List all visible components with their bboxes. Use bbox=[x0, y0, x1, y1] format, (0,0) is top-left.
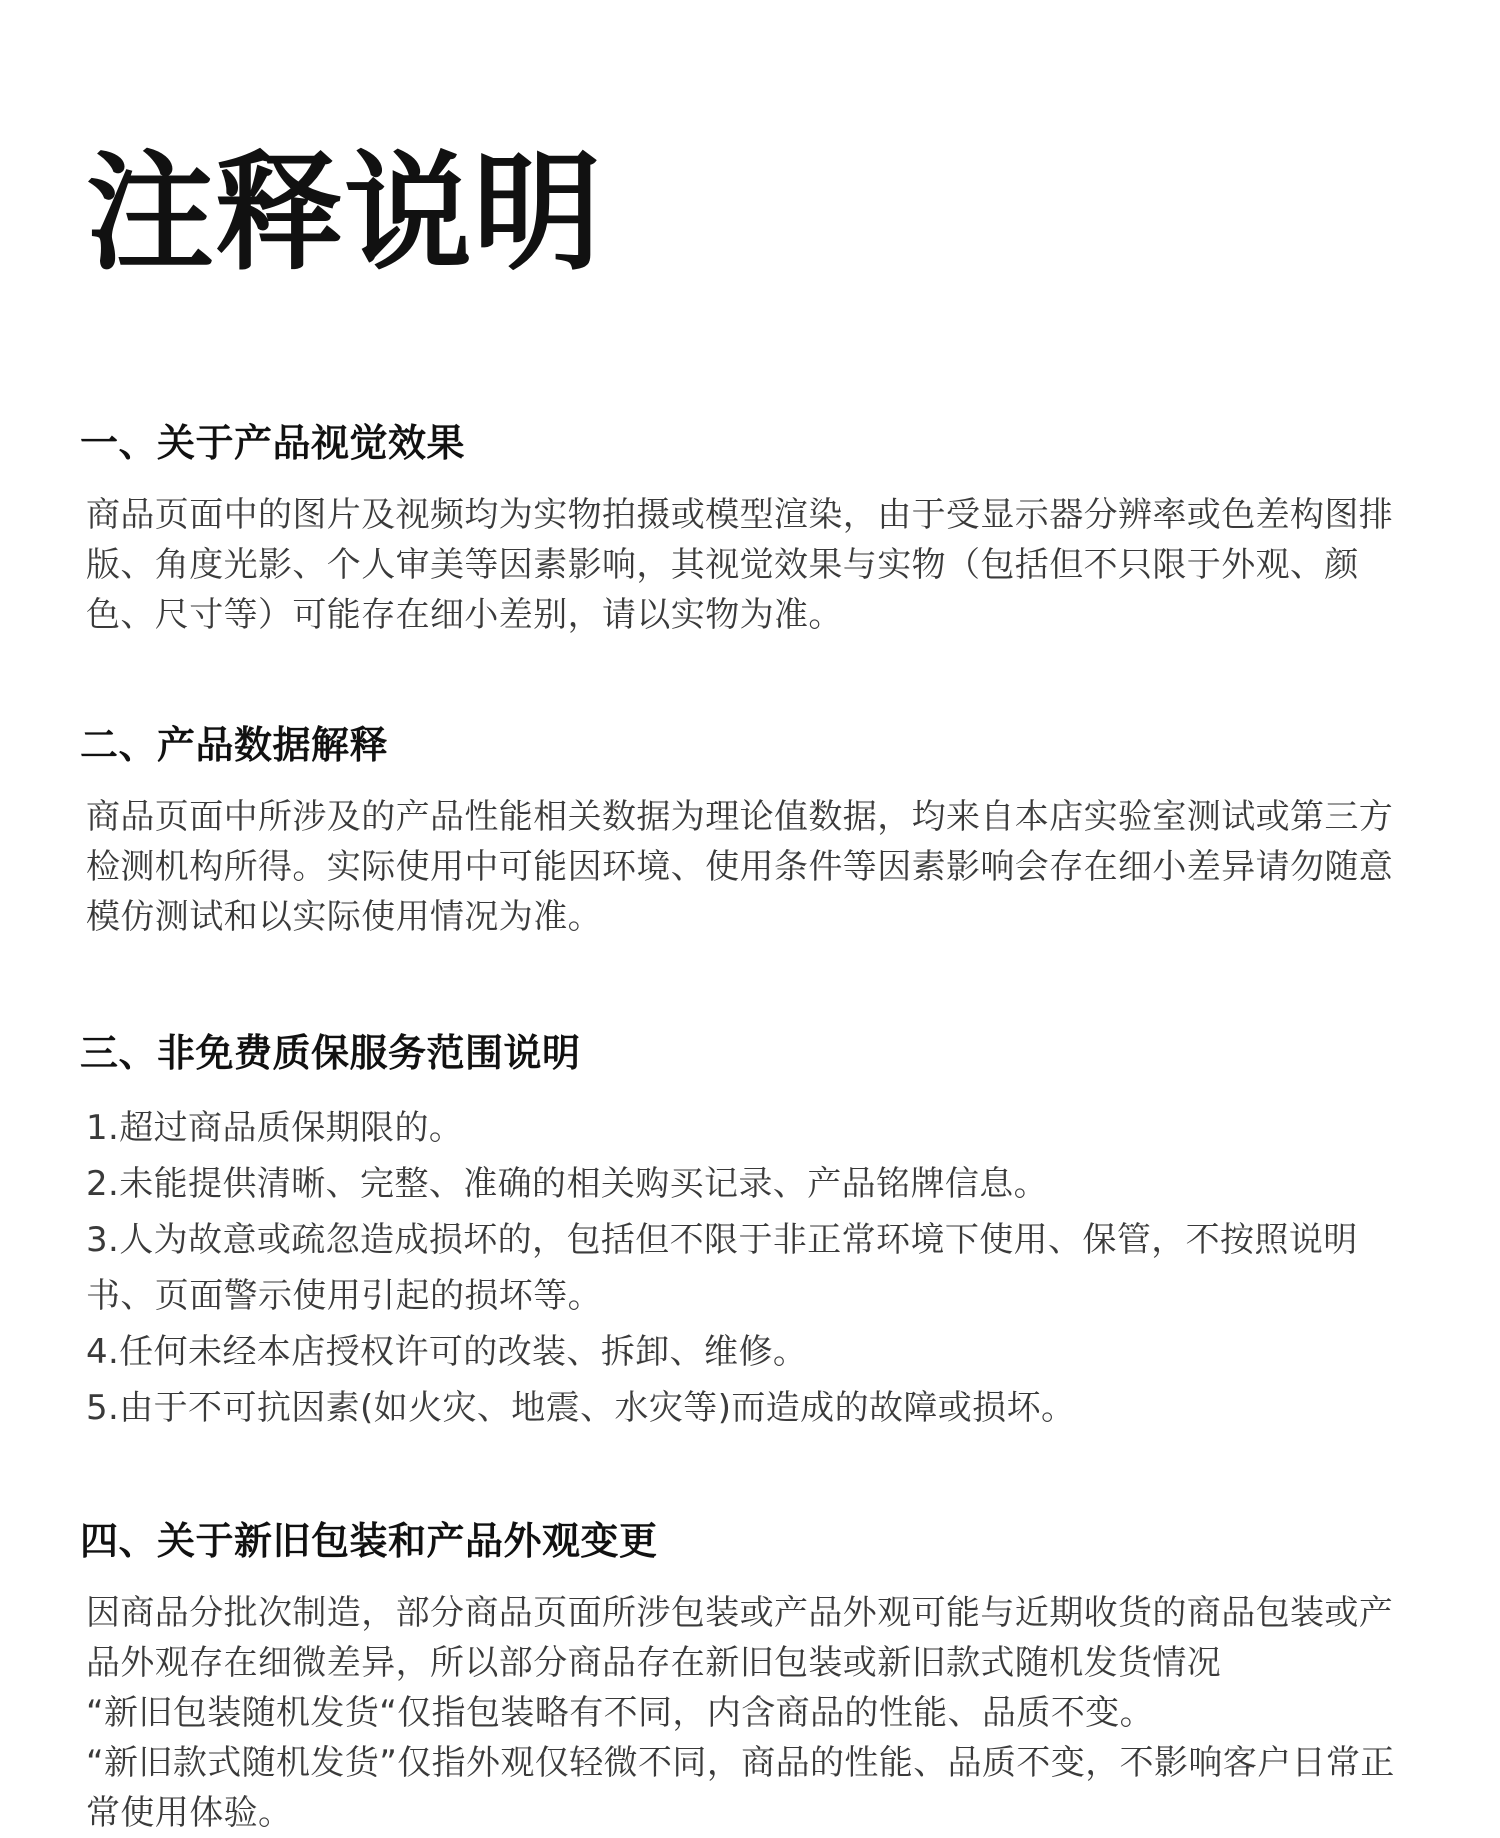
section-packaging-changes bbox=[80, 1518, 1420, 1838]
section-body: 商品页面中所涉及的产品性能相关数据为理论值数据，均来自本店实验室测试或第三方检测机构所得。实际使用中可能因环境、使用条件等因素影响会存在细小差异请勿随意模仿测试和以实际使用情况为准。 bbox=[86, 796, 1394, 937]
page-title: 注释说明 bbox=[86, 139, 603, 288]
quote-line: “新旧款式随机发货”仅指外观仅轻微不同，商品的性能、品质不变，不影响客户日常正常使用体验。 bbox=[86, 1742, 1395, 1833]
list-item: 5.由于不可抗因素(如火灾、地震、水灾等)而造成的故障或损坏。 bbox=[86, 1387, 1076, 1428]
list-item: 1.超过商品质保期限的。 bbox=[86, 1107, 464, 1148]
list-item: 2.未能提供清晰、完整、准确的相关购买记录、产品铭牌信息。 bbox=[86, 1163, 1049, 1204]
section-body: 商品页面中的图片及视频均为实物拍摄或模型渲染，由于受显示器分辨率或色差构图排版、角度光影、个人审美等因素影响，其视觉效果与实物（包括但不只限于外观、颜色、尺寸等）可能存在细小差别，请以实物为准。 bbox=[86, 494, 1394, 635]
section-heading: 三、非免费质保服务范围说明 bbox=[80, 1031, 581, 1075]
section-heading: 一、关于产品视觉效果 bbox=[80, 421, 466, 465]
list-item: 4.任何未经本店授权许可的改装、拆卸、维修。 bbox=[86, 1331, 808, 1372]
section-visual-effect bbox=[80, 420, 1420, 640]
section-warranty-exclusions bbox=[80, 1030, 1420, 1436]
section-heading: 二、产品数据解释 bbox=[80, 723, 389, 767]
section-heading: 四、关于新旧包装和产品外观变更 bbox=[80, 1519, 658, 1563]
quote-line: “新旧包装随机发货“仅指包装略有不同，内含商品的性能、品质不变。 bbox=[86, 1692, 1155, 1733]
section-body: 因商品分批次制造，部分商品页面所涉包装或产品外观可能与近期收货的商品包装或产品外观存在细微差异，所以部分商品存在新旧包装或新旧款式随机发货情况 bbox=[86, 1592, 1394, 1683]
list-item: 3.人为故意或疏忽造成损坏的，包括但不限于非正常环境下使用、保管，不按照说明书、页面警示使用引起的损坏等。 bbox=[86, 1219, 1358, 1316]
section-product-data bbox=[80, 722, 1420, 942]
